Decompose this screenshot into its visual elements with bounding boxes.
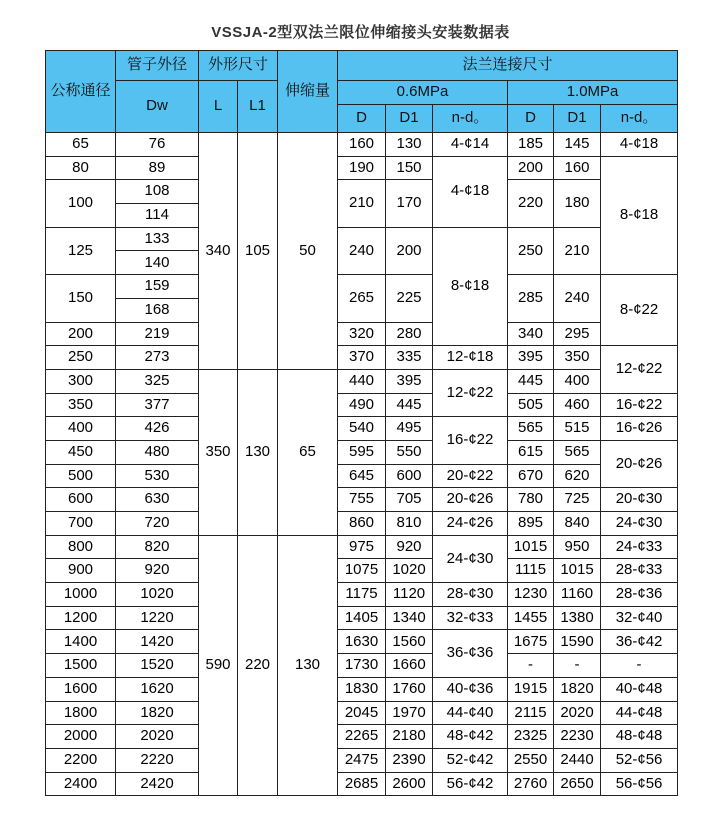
header-cell: 0.6MPa (338, 81, 508, 105)
data-cell: 2475 (338, 748, 386, 772)
header-cell: D1 (554, 105, 601, 133)
data-cell: 2400 (46, 772, 116, 796)
data-cell: 285 (508, 275, 554, 322)
header-cell: 管子外径 (116, 51, 199, 81)
data-cell: 755 (338, 488, 386, 512)
data-cell: 2200 (46, 748, 116, 772)
data-cell: 1760 (386, 677, 433, 701)
data-cell: 480 (116, 440, 199, 464)
data-cell: 350 (199, 369, 238, 535)
table-row (46, 512, 678, 536)
table-row (46, 227, 678, 251)
data-cell: 920 (386, 535, 433, 559)
data-cell: 700 (46, 512, 116, 536)
data-cell: 400 (46, 417, 116, 441)
data-cell: 820 (116, 535, 199, 559)
data-cell: 2550 (508, 748, 554, 772)
data-cell: 48-¢42 (433, 725, 508, 749)
data-cell: 495 (386, 417, 433, 441)
data-cell: 1340 (386, 606, 433, 630)
data-cell: - (601, 654, 678, 678)
data-cell: 1830 (338, 677, 386, 701)
data-cell: 8-¢22 (601, 275, 678, 346)
data-cell: 2440 (554, 748, 601, 772)
data-cell: 44-¢40 (433, 701, 508, 725)
data-cell: 2230 (554, 725, 601, 749)
data-cell: 335 (386, 346, 433, 370)
table-row (46, 51, 678, 81)
table-row (46, 606, 678, 630)
data-cell: 515 (554, 417, 601, 441)
data-cell: 1675 (508, 630, 554, 654)
header-cell: n-d。 (601, 105, 678, 133)
data-cell: 1820 (554, 677, 601, 701)
data-cell: 450 (46, 440, 116, 464)
table-row (46, 677, 678, 701)
data-cell: 340 (508, 322, 554, 346)
data-cell: 445 (386, 393, 433, 417)
data-cell: 2600 (386, 772, 433, 796)
data-cell: 1915 (508, 677, 554, 701)
header-cell: Dw (116, 81, 199, 133)
data-cell: 445 (508, 369, 554, 393)
data-cell: 1500 (46, 654, 116, 678)
table-row (46, 464, 678, 488)
data-cell: 24-¢30 (601, 512, 678, 536)
table-row (46, 654, 678, 678)
table-row (46, 488, 678, 512)
data-cell: 2650 (554, 772, 601, 796)
data-cell: 4-¢18 (433, 156, 508, 227)
data-cell: 20-¢22 (433, 464, 508, 488)
data-cell: 2685 (338, 772, 386, 796)
data-cell: 8-¢18 (601, 156, 678, 274)
table-row (46, 725, 678, 749)
table-header (46, 51, 678, 133)
data-cell: 780 (508, 488, 554, 512)
table-row (46, 583, 678, 607)
table-row (46, 346, 678, 370)
data-cell: 44-¢48 (601, 701, 678, 725)
data-cell: 265 (338, 275, 386, 322)
data-cell: 125 (46, 227, 116, 274)
header-cell: 外形尺寸 (199, 51, 278, 81)
data-cell: 16-¢22 (601, 393, 678, 417)
data-cell: 1800 (46, 701, 116, 725)
data-cell: 2220 (116, 748, 199, 772)
data-cell: 895 (508, 512, 554, 536)
header-cell: 公称通径 (46, 51, 116, 133)
data-cell: 56-¢56 (601, 772, 678, 796)
data-cell: 2390 (386, 748, 433, 772)
header-cell: n-d。 (433, 105, 508, 133)
data-cell: 219 (116, 322, 199, 346)
data-cell: 240 (554, 275, 601, 322)
header-cell: D (508, 105, 554, 133)
data-cell: 16-¢22 (433, 417, 508, 464)
table-row (46, 417, 678, 441)
data-cell: 36-¢36 (433, 630, 508, 677)
data-cell: 1015 (508, 535, 554, 559)
data-cell: 565 (508, 417, 554, 441)
data-cell: 150 (46, 275, 116, 322)
data-cell: 1020 (116, 583, 199, 607)
data-cell: 250 (46, 346, 116, 370)
table-row (46, 630, 678, 654)
data-cell: 1970 (386, 701, 433, 725)
data-cell: 300 (46, 369, 116, 393)
data-cell: 377 (116, 393, 199, 417)
table-row (46, 369, 678, 393)
data-cell: 159 (116, 275, 199, 299)
data-cell: 168 (116, 298, 199, 322)
data-cell: 108 (116, 180, 199, 204)
data-cell: 2045 (338, 701, 386, 725)
data-cell: 340 (199, 133, 238, 370)
data-cell: 48-¢48 (601, 725, 678, 749)
table-row (46, 81, 678, 105)
data-cell: 975 (338, 535, 386, 559)
data-cell: 900 (46, 559, 116, 583)
data-cell: 1220 (116, 606, 199, 630)
data-cell: 160 (554, 156, 601, 180)
data-cell: 76 (116, 133, 199, 157)
data-cell: 12-¢18 (433, 346, 508, 370)
data-cell: 1015 (554, 559, 601, 583)
table-row (46, 133, 678, 157)
data-cell: 395 (508, 346, 554, 370)
header-cell: 伸缩量 (278, 51, 338, 133)
data-cell: 190 (338, 156, 386, 180)
table-row (46, 701, 678, 725)
header-cell: D1 (386, 105, 433, 133)
data-cell: 2180 (386, 725, 433, 749)
data-cell: 24-¢33 (601, 535, 678, 559)
data-cell: 24-¢26 (433, 512, 508, 536)
data-cell: 4-¢18 (601, 133, 678, 157)
data-cell: 725 (554, 488, 601, 512)
data-cell: 460 (554, 393, 601, 417)
data-cell: 2760 (508, 772, 554, 796)
data-cell: 220 (238, 535, 278, 796)
data-cell: 1380 (554, 606, 601, 630)
data-cell: 540 (338, 417, 386, 441)
data-cell: 370 (338, 346, 386, 370)
data-cell: 1175 (338, 583, 386, 607)
header-cell: 1.0MPa (508, 81, 678, 105)
data-cell: - (508, 654, 554, 678)
data-cell: 595 (338, 440, 386, 464)
data-cell: 2020 (116, 725, 199, 749)
data-cell: 1455 (508, 606, 554, 630)
data-cell: 2325 (508, 725, 554, 749)
installation-data-table (45, 50, 678, 796)
table-row (46, 180, 678, 204)
data-cell: 500 (46, 464, 116, 488)
data-cell: 1200 (46, 606, 116, 630)
header-cell: L (199, 81, 238, 133)
table-row (46, 322, 678, 346)
data-cell: 210 (554, 227, 601, 274)
data-cell: 395 (386, 369, 433, 393)
data-cell: 720 (116, 512, 199, 536)
data-cell: 860 (338, 512, 386, 536)
data-cell: 1730 (338, 654, 386, 678)
data-cell: 8-¢18 (433, 227, 508, 345)
header-cell: D (338, 105, 386, 133)
data-cell: 52-¢42 (433, 748, 508, 772)
data-cell: 1600 (46, 677, 116, 701)
data-cell: 400 (554, 369, 601, 393)
data-cell: 1405 (338, 606, 386, 630)
data-cell: 80 (46, 156, 116, 180)
data-cell: 1230 (508, 583, 554, 607)
data-cell: 2420 (116, 772, 199, 796)
data-cell: 145 (554, 133, 601, 157)
data-cell: 150 (386, 156, 433, 180)
data-cell: - (554, 654, 601, 678)
data-cell: 140 (116, 251, 199, 275)
data-cell: 50 (278, 133, 338, 370)
data-cell: 250 (508, 227, 554, 274)
data-cell: 1420 (116, 630, 199, 654)
table-row (46, 535, 678, 559)
data-cell: 210 (338, 180, 386, 227)
table-body (46, 133, 678, 796)
data-cell: 2265 (338, 725, 386, 749)
data-cell: 320 (338, 322, 386, 346)
data-cell: 295 (554, 322, 601, 346)
data-cell: 350 (46, 393, 116, 417)
data-cell: 280 (386, 322, 433, 346)
data-cell: 100 (46, 180, 116, 227)
data-cell: 350 (554, 346, 601, 370)
data-cell: 1630 (338, 630, 386, 654)
data-cell: 20-¢26 (601, 440, 678, 487)
data-cell: 705 (386, 488, 433, 512)
data-cell: 2020 (554, 701, 601, 725)
data-cell: 220 (508, 180, 554, 227)
data-cell: 1560 (386, 630, 433, 654)
data-cell: 52-¢56 (601, 748, 678, 772)
data-cell: 1400 (46, 630, 116, 654)
data-cell: 1020 (386, 559, 433, 583)
data-cell: 28-¢30 (433, 583, 508, 607)
data-cell: 620 (554, 464, 601, 488)
data-cell: 114 (116, 204, 199, 228)
data-cell: 490 (338, 393, 386, 417)
data-cell: 1620 (116, 677, 199, 701)
data-cell: 16-¢26 (601, 417, 678, 441)
data-cell: 36-¢42 (601, 630, 678, 654)
table-row (46, 559, 678, 583)
data-cell: 32-¢40 (601, 606, 678, 630)
data-cell: 426 (116, 417, 199, 441)
table-row (46, 772, 678, 796)
data-cell: 840 (554, 512, 601, 536)
data-cell: 1115 (508, 559, 554, 583)
data-cell: 800 (46, 535, 116, 559)
data-cell: 950 (554, 535, 601, 559)
data-cell: 630 (116, 488, 199, 512)
data-cell: 810 (386, 512, 433, 536)
data-cell: 133 (116, 227, 199, 251)
data-cell: 12-¢22 (433, 369, 508, 416)
data-cell: 130 (386, 133, 433, 157)
data-cell: 530 (116, 464, 199, 488)
data-cell: 20-¢26 (433, 488, 508, 512)
data-cell: 273 (116, 346, 199, 370)
table-row (46, 748, 678, 772)
data-cell: 200 (386, 227, 433, 274)
data-cell: 12-¢22 (601, 346, 678, 393)
data-cell: 130 (238, 369, 278, 535)
data-cell: 1590 (554, 630, 601, 654)
data-cell: 4-¢14 (433, 133, 508, 157)
page-title: VSSJA-2型双法兰限位伸缩接头安装数据表 (211, 24, 510, 41)
data-cell: 180 (554, 180, 601, 227)
data-cell: 160 (338, 133, 386, 157)
table-row (46, 275, 678, 299)
data-cell: 170 (386, 180, 433, 227)
data-cell: 1660 (386, 654, 433, 678)
data-cell: 105 (238, 133, 278, 370)
data-cell: 20-¢30 (601, 488, 678, 512)
data-cell: 24-¢30 (433, 535, 508, 582)
data-cell: 28-¢36 (601, 583, 678, 607)
table-row (46, 440, 678, 464)
data-cell: 590 (199, 535, 238, 796)
data-cell: 1075 (338, 559, 386, 583)
data-cell: 240 (338, 227, 386, 274)
header-cell: L1 (238, 81, 278, 133)
data-cell: 28-¢33 (601, 559, 678, 583)
data-cell: 1160 (554, 583, 601, 607)
table-row (46, 393, 678, 417)
data-cell: 615 (508, 440, 554, 464)
data-cell: 600 (386, 464, 433, 488)
data-cell: 505 (508, 393, 554, 417)
data-cell: 32-¢33 (433, 606, 508, 630)
data-cell: 1000 (46, 583, 116, 607)
data-cell: 600 (46, 488, 116, 512)
data-cell: 1520 (116, 654, 199, 678)
table-row (46, 156, 678, 180)
data-cell: 65 (278, 369, 338, 535)
data-cell: 40-¢48 (601, 677, 678, 701)
header-cell: 法兰连接尺寸 (338, 51, 678, 81)
data-cell: 1820 (116, 701, 199, 725)
data-cell: 920 (116, 559, 199, 583)
data-cell: 2115 (508, 701, 554, 725)
data-cell: 645 (338, 464, 386, 488)
data-cell: 200 (508, 156, 554, 180)
data-cell: 2000 (46, 725, 116, 749)
data-cell: 1120 (386, 583, 433, 607)
data-cell: 185 (508, 133, 554, 157)
data-cell: 440 (338, 369, 386, 393)
data-cell: 56-¢42 (433, 772, 508, 796)
data-cell: 65 (46, 133, 116, 157)
data-cell: 130 (278, 535, 338, 796)
data-cell: 200 (46, 322, 116, 346)
data-cell: 40-¢36 (433, 677, 508, 701)
data-cell: 325 (116, 369, 199, 393)
data-cell: 550 (386, 440, 433, 464)
data-cell: 565 (554, 440, 601, 464)
data-cell: 670 (508, 464, 554, 488)
data-cell: 89 (116, 156, 199, 180)
data-cell: 225 (386, 275, 433, 322)
